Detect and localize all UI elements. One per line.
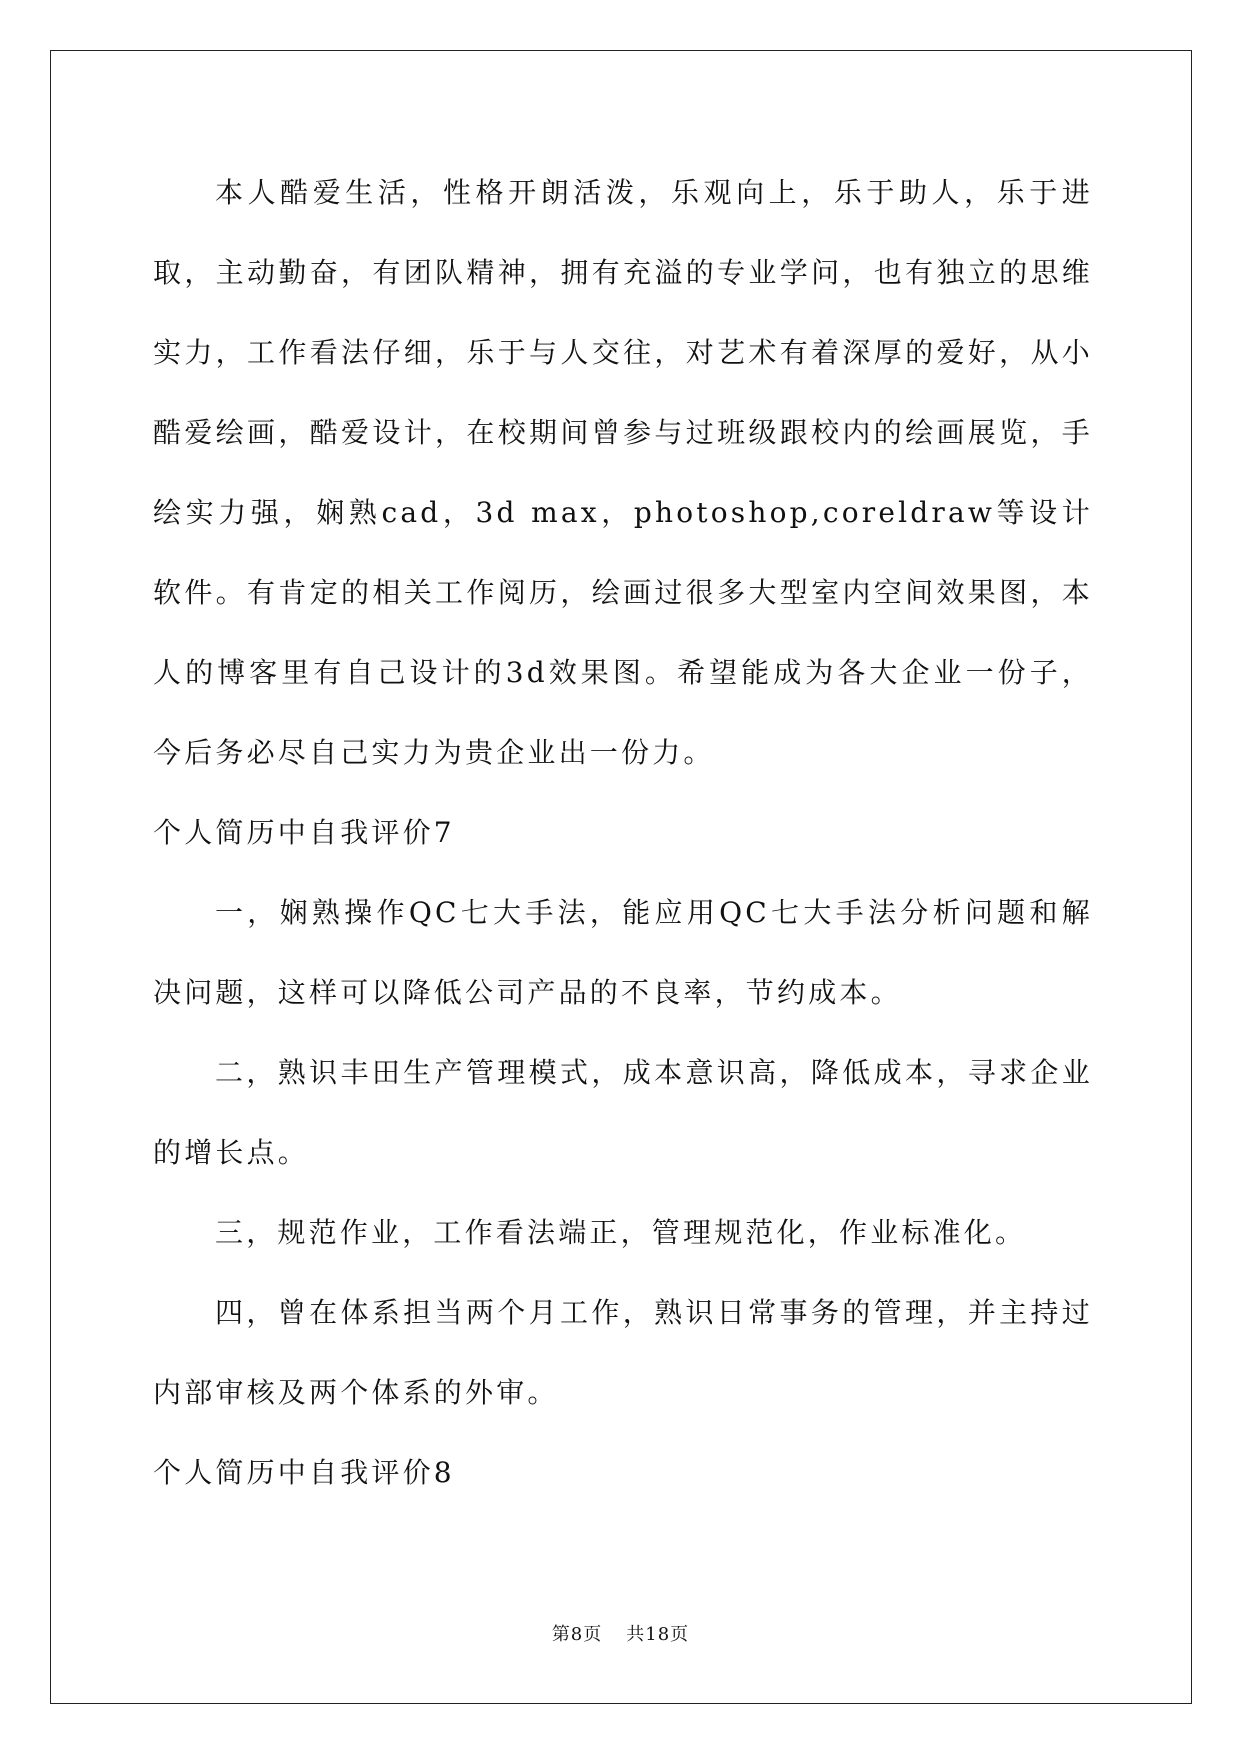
section-heading-8: 个人简历中自我评价8 [153,1456,455,1489]
paragraph-self-intro: 本人酷爱生活，性格开朗活泼，乐观向上，乐于助人，乐于进取，主动勤奋，有团队精神，拥有充溢的专业学问，也有独立的思维实力，工作看法仔细，乐于与人交往，对艺术有着深厚的爱好，从小酷爱绘画，酷爱设计，在校期间曾参与过班级跟校内的绘画展览，手绘实力强，娴熟cad，3d max，photoshop,coreldraw等设计软件。有肯定的相关工作阅历，绘画过很多大型室内空间效果图，本人的博客里有自己设计的3d效果图。希望能成为各大企业一份子，今后务必尽自己实力为贵企业出一份力。 [153,176,1093,769]
paragraph-point-3: 三，规范作业，工作看法端正，管理规范化，作业标准化。 [215,1216,1027,1249]
total-pages: 共18页 [626,1624,690,1645]
paragraph-point-1: 一，娴熟操作QC七大手法，能应用QC七大手法分析问题和解决问题，这样可以降低公司产品的不良率，节约成本。 [153,896,1093,1009]
paragraph-point-4: 四，曾在体系担当两个月工作，熟识日常事务的管理，并主持过内部审核及两个体系的外审。 [153,1296,1093,1409]
document-body [153,153,1093,1513]
page-number: 第8页 [551,1624,603,1645]
paragraph-point-2: 二，熟识丰田生产管理模式，成本意识高，降低成本，寻求企业的增长点。 [153,1056,1093,1169]
section-heading-7: 个人简历中自我评价7 [153,816,455,849]
page-footer [0,1620,1241,1646]
